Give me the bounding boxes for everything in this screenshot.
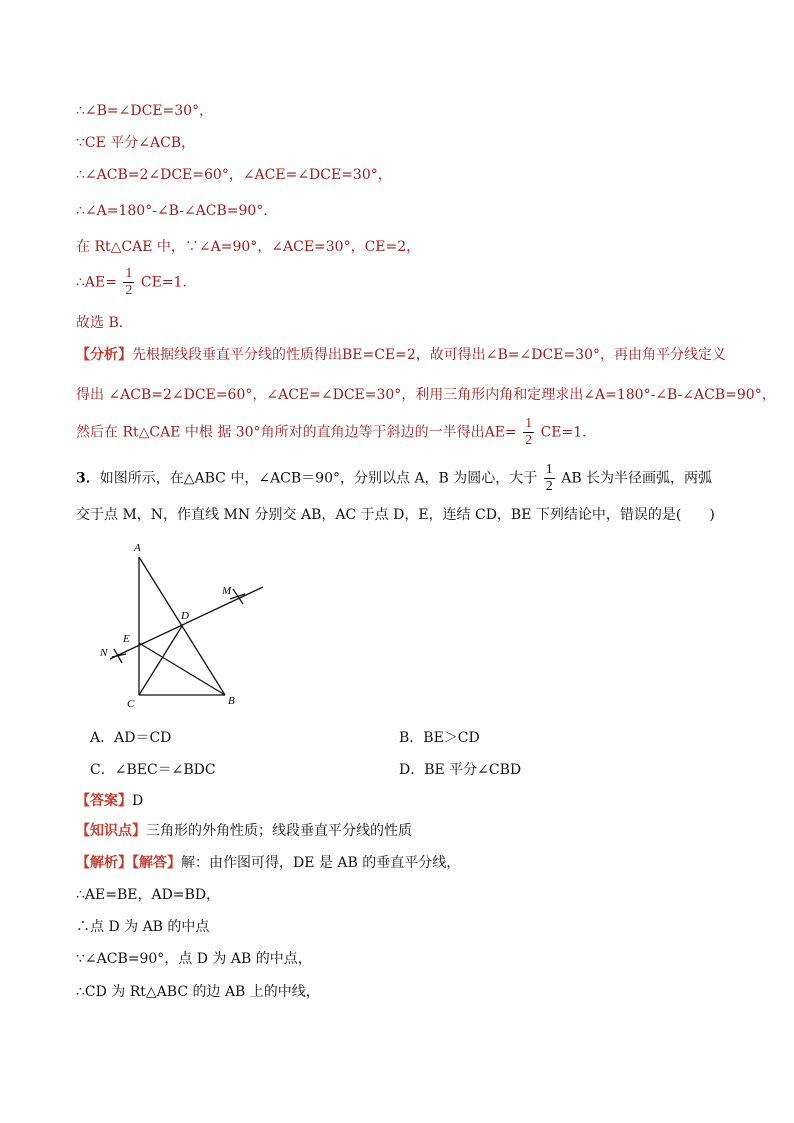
label-C: C bbox=[127, 698, 135, 710]
fraction-numerator: 1 bbox=[545, 462, 553, 477]
solution-line-6-pre: ∴AE= bbox=[76, 274, 117, 291]
solution-line-4: ∴∠A=180°-∠B-∠ACB=90°． bbox=[76, 203, 278, 219]
solution-line-1: ∴∠B=∠DCE=30°， bbox=[76, 103, 214, 119]
segment-CD bbox=[139, 626, 182, 695]
option-c[interactable]: C．∠BEC＝∠BDC bbox=[90, 762, 216, 778]
fraction-denominator: 2 bbox=[125, 283, 133, 298]
fraction-denominator: 2 bbox=[545, 479, 553, 494]
explanation-line-5: ∴CD 为 Rt△ABC 的边 AB 上的中线， bbox=[76, 984, 320, 1000]
option-d[interactable]: D．BE 平分∠CBD bbox=[399, 762, 522, 778]
fraction-denominator: 2 bbox=[525, 433, 533, 448]
label-M: M bbox=[222, 585, 232, 597]
question-line-2: 交于点 M，N，作直线 MN 分别交 AB，AC 于点 D，E，连结 CD，BE 下列结论中，错误的是( ) bbox=[76, 507, 715, 523]
option-b[interactable]: B．BE＞CD bbox=[399, 730, 480, 746]
fraction-half bbox=[123, 266, 134, 299]
analysis-line-2: 得出 ∠ACB=2∠DCE=60°，∠ACE=∠DCE=30°，利用三角形内角和定理求出∠A=180°-∠B-∠ACB=90°， bbox=[76, 387, 776, 403]
knowledge-tag: 【知识点】 bbox=[76, 823, 146, 839]
explanation-line-4: ∵∠ACB=90°，点 D 为 AB 的中点， bbox=[76, 951, 312, 967]
explanation-line-2: ∴AE=BE，AD=BD， bbox=[76, 887, 221, 903]
question-number: 3． bbox=[76, 470, 100, 487]
arc-mark-N bbox=[112, 649, 126, 663]
answer-line bbox=[76, 791, 143, 811]
knowledge-line bbox=[76, 821, 412, 841]
label-D: D bbox=[181, 610, 189, 622]
question-text-1-pre: 如图所示，在△ABC 中，∠ACB＝90°，分别以点 A，B 为圆心，大于 bbox=[99, 470, 538, 487]
analysis-text-3-pre: 然后在 Rt△CAE 中根 据 30°角所对的直角边等于斜边的一半得出AE= bbox=[76, 424, 517, 441]
answer-tag: 【答案】 bbox=[76, 793, 132, 809]
label-E: E bbox=[123, 633, 130, 645]
explanation-line-3: ∴点 D 为 AB 的中点 bbox=[76, 919, 210, 935]
question-text-1-post: AB 长为半径画弧，两弧 bbox=[561, 470, 713, 487]
label-N: N bbox=[100, 647, 108, 659]
label-B: B bbox=[228, 695, 235, 707]
knowledge-value: 三角形的外角性质；线段垂直平分线的性质 bbox=[146, 823, 412, 839]
solution-line-2: ∵CE 平分∠ACB， bbox=[76, 135, 196, 151]
analysis-text-1: 先根据线段垂直平分线的性质得出BE=CE=2，故可得出∠B=∠DCE=30°，再由角平分线定义 bbox=[132, 347, 726, 363]
fraction-half bbox=[544, 462, 555, 495]
answer-value: D bbox=[132, 793, 144, 809]
line-MN bbox=[110, 587, 263, 659]
solution-line-6-post: CE=1． bbox=[140, 274, 197, 291]
analysis-text-3-post: CE=1． bbox=[540, 424, 597, 441]
question-line-1 bbox=[76, 462, 712, 495]
explanation-tag: 【解析】【解答】 bbox=[76, 855, 181, 871]
analysis-tag: 【分析】 bbox=[76, 347, 132, 363]
explanation-text-1: 解：由作图可得，DE 是 AB 的垂直平分线， bbox=[181, 855, 461, 871]
solution-line-7: 故选 B． bbox=[76, 315, 133, 331]
option-a[interactable]: A．AD＝CD bbox=[90, 730, 172, 746]
geometry-figure bbox=[100, 540, 270, 710]
fraction-numerator: 1 bbox=[125, 266, 133, 281]
segment-BE bbox=[139, 643, 225, 695]
explanation-line-1 bbox=[76, 853, 460, 873]
solution-line-6 bbox=[76, 266, 196, 299]
analysis-line-1 bbox=[76, 345, 726, 365]
solution-line-3: ∴∠ACB=2∠DCE=60°，∠ACE=∠DCE=30°， bbox=[76, 167, 392, 183]
analysis-line-3 bbox=[76, 416, 596, 449]
label-A: A bbox=[134, 542, 141, 554]
solution-line-5: 在 Rt△CAE 中，∵∠A=90°，∠ACE=30°，CE=2， bbox=[76, 239, 421, 255]
fraction-half bbox=[523, 416, 534, 449]
fraction-numerator: 1 bbox=[525, 416, 533, 431]
